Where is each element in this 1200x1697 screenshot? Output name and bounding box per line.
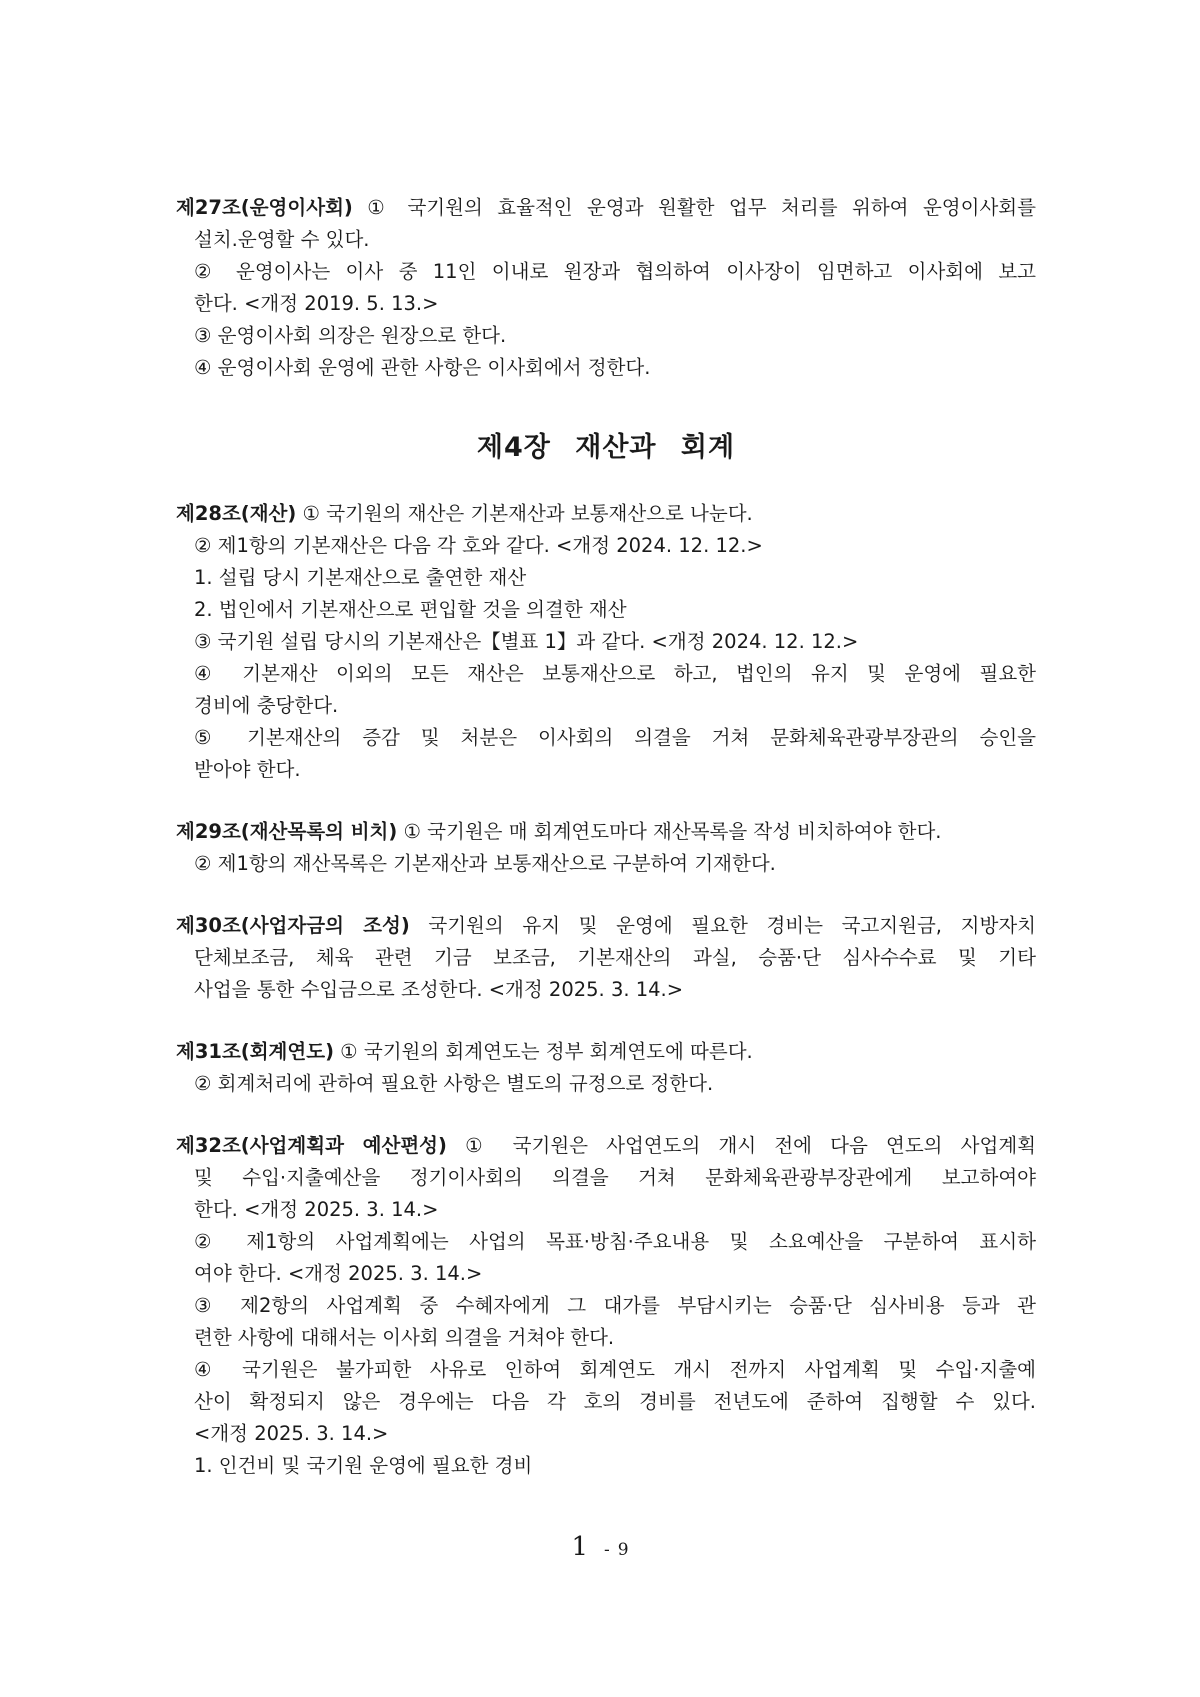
article-27-line-1: 제27조(운영이사회) ① 국기원의 효율적인 운영과 원활한 업무 처리를 위하여 운영이사회를 (176, 196, 1036, 219)
page-total: 9 (617, 1540, 629, 1560)
article-29 (176, 816, 1036, 880)
article-28-clause-4: ④ 기본재산 이외의 모든 재산은 보통재산으로 하고, 법인의 유지 및 운영에 필요한 (194, 662, 1036, 685)
article-27 (176, 192, 1036, 384)
article-28-clause-3: ③ 국기원 설립 당시의 기본재산은【별표 1】과 같다. <개정 2024. 12. 12.> (194, 630, 859, 653)
article-27-clause-4: ④ 운영이사회 운영에 관한 사항은 이사회에서 정한다. (194, 356, 651, 379)
article-30 (176, 910, 1036, 1006)
article-28-item-2: 2. 법인에서 기본재산으로 편입할 것을 의결한 재산 (194, 598, 627, 621)
article-28-line-7: 경비에 충당한다. (194, 694, 339, 717)
article-30-line-3: 사업을 통한 수입금으로 조성한다. <개정 2025. 3. 14.> (194, 978, 684, 1001)
article-28-item-1: 1. 설립 당시 기본재산으로 출연한 재산 (194, 566, 527, 589)
article-31 (176, 1036, 1036, 1100)
article-27-heading: 제27조(운영이사회) (176, 196, 353, 219)
article-28-line-9: 받아야 한다. (194, 758, 301, 781)
article-29-heading: 제29조(재산목록의 비치) (176, 820, 398, 843)
article-30-line-2: 단체보조금, 체육 관련 기금 보조금, 기본재산의 과실, 승품·단 심사수수료 및 기타 (194, 946, 1036, 969)
article-32-line-1: 제32조(사업계획과 예산편성) ① 국기원은 사업연도의 개시 전에 다음 연도의 사업계획 (176, 1134, 1036, 1157)
article-27-line-4: 한다. <개정 2019. 5. 13.> (194, 292, 439, 315)
article-32-line-2: 및 수입·지출예산을 정기이사회의 의결을 거쳐 문화체육관광부장관에게 보고하여야 (194, 1166, 1036, 1189)
article-29-line-1: 제29조(재산목록의 비치) ① 국기원은 매 회계연도마다 재산목록을 작성 비치하여야 한다. (176, 820, 942, 843)
article-27-clause-2: ② 운영이사는 이사 중 11인 이내로 원장과 협의하여 이사장이 임면하고 이사회에 보고 (194, 260, 1036, 283)
page-footer (0, 1532, 1200, 1562)
article-30-heading: 제30조(사업자금의 조성) (176, 914, 410, 937)
article-32-heading: 제32조(사업계획과 예산편성) (176, 1134, 447, 1157)
article-28-clause-5: ⑤ 기본재산의 증감 및 처분은 이사회의 의결을 거쳐 문화체육관광부장관의 승인을 (194, 726, 1036, 749)
article-29-clause-2: ② 제1항의 재산목록은 기본재산과 보통재산으로 구분하여 기재한다. (194, 852, 776, 875)
article-32-line-9: 산이 확정되지 않은 경우에는 다음 각 호의 경비를 전년도에 준하여 집행할 수 있다. (194, 1390, 1036, 1413)
article-32-line-7: 련한 사항에 대해서는 이사회 의결을 거쳐야 한다. (194, 1326, 615, 1349)
page-separator: - (603, 1540, 610, 1560)
article-32-line-5: 여야 한다. <개정 2025. 3. 14.> (194, 1262, 483, 1285)
article-31-clause-2: ② 회계처리에 관하여 필요한 사항은 별도의 규정으로 정한다. (194, 1072, 714, 1095)
article-32-line-10: <개정 2025. 3. 14.> (194, 1422, 389, 1445)
article-28-line-1: 제28조(재산) ① 국기원의 재산은 기본재산과 보통재산으로 나눈다. (176, 502, 753, 525)
page-number: 1 (571, 1532, 588, 1562)
document-body (176, 192, 1036, 1512)
article-27-clause-3: ③ 운영이사회 의장은 원장으로 한다. (194, 324, 507, 347)
article-32-clause-4: ④ 국기원은 불가피한 사유로 인하여 회계연도 개시 전까지 사업계획 및 수입·지출예 (194, 1358, 1036, 1381)
article-32-clause-3: ③ 제2항의 사업계획 중 수혜자에게 그 대가를 부담시키는 승품·단 심사비용 등과 관 (194, 1294, 1036, 1317)
article-32 (176, 1130, 1036, 1482)
article-27-line-2: 설치.운영할 수 있다. (194, 228, 370, 251)
article-28 (176, 498, 1036, 786)
article-28-clause-2: ② 제1항의 기본재산은 다음 각 호와 같다. <개정 2024. 12. 12.> (194, 534, 763, 557)
article-32-line-3: 한다. <개정 2025. 3. 14.> (194, 1198, 439, 1221)
article-31-line-1: 제31조(회계연도) ① 국기원의 회계연도는 정부 회계연도에 따른다. (176, 1040, 753, 1063)
article-28-heading: 제28조(재산) (176, 502, 297, 525)
article-32-clause-2: ② 제1항의 사업계획에는 사업의 목표·방침·주요내용 및 소요예산을 구분하여 표시하 (194, 1230, 1036, 1253)
chapter-title: 제4장 재산과 회계 (476, 432, 736, 463)
article-31-heading: 제31조(회계연도) (176, 1040, 334, 1063)
article-32-item-1: 1. 인건비 및 국기원 운영에 필요한 경비 (194, 1454, 533, 1477)
article-30-line-1: 제30조(사업자금의 조성) 국기원의 유지 및 운영에 필요한 경비는 국고지원금, 지방자치 (176, 914, 1036, 937)
